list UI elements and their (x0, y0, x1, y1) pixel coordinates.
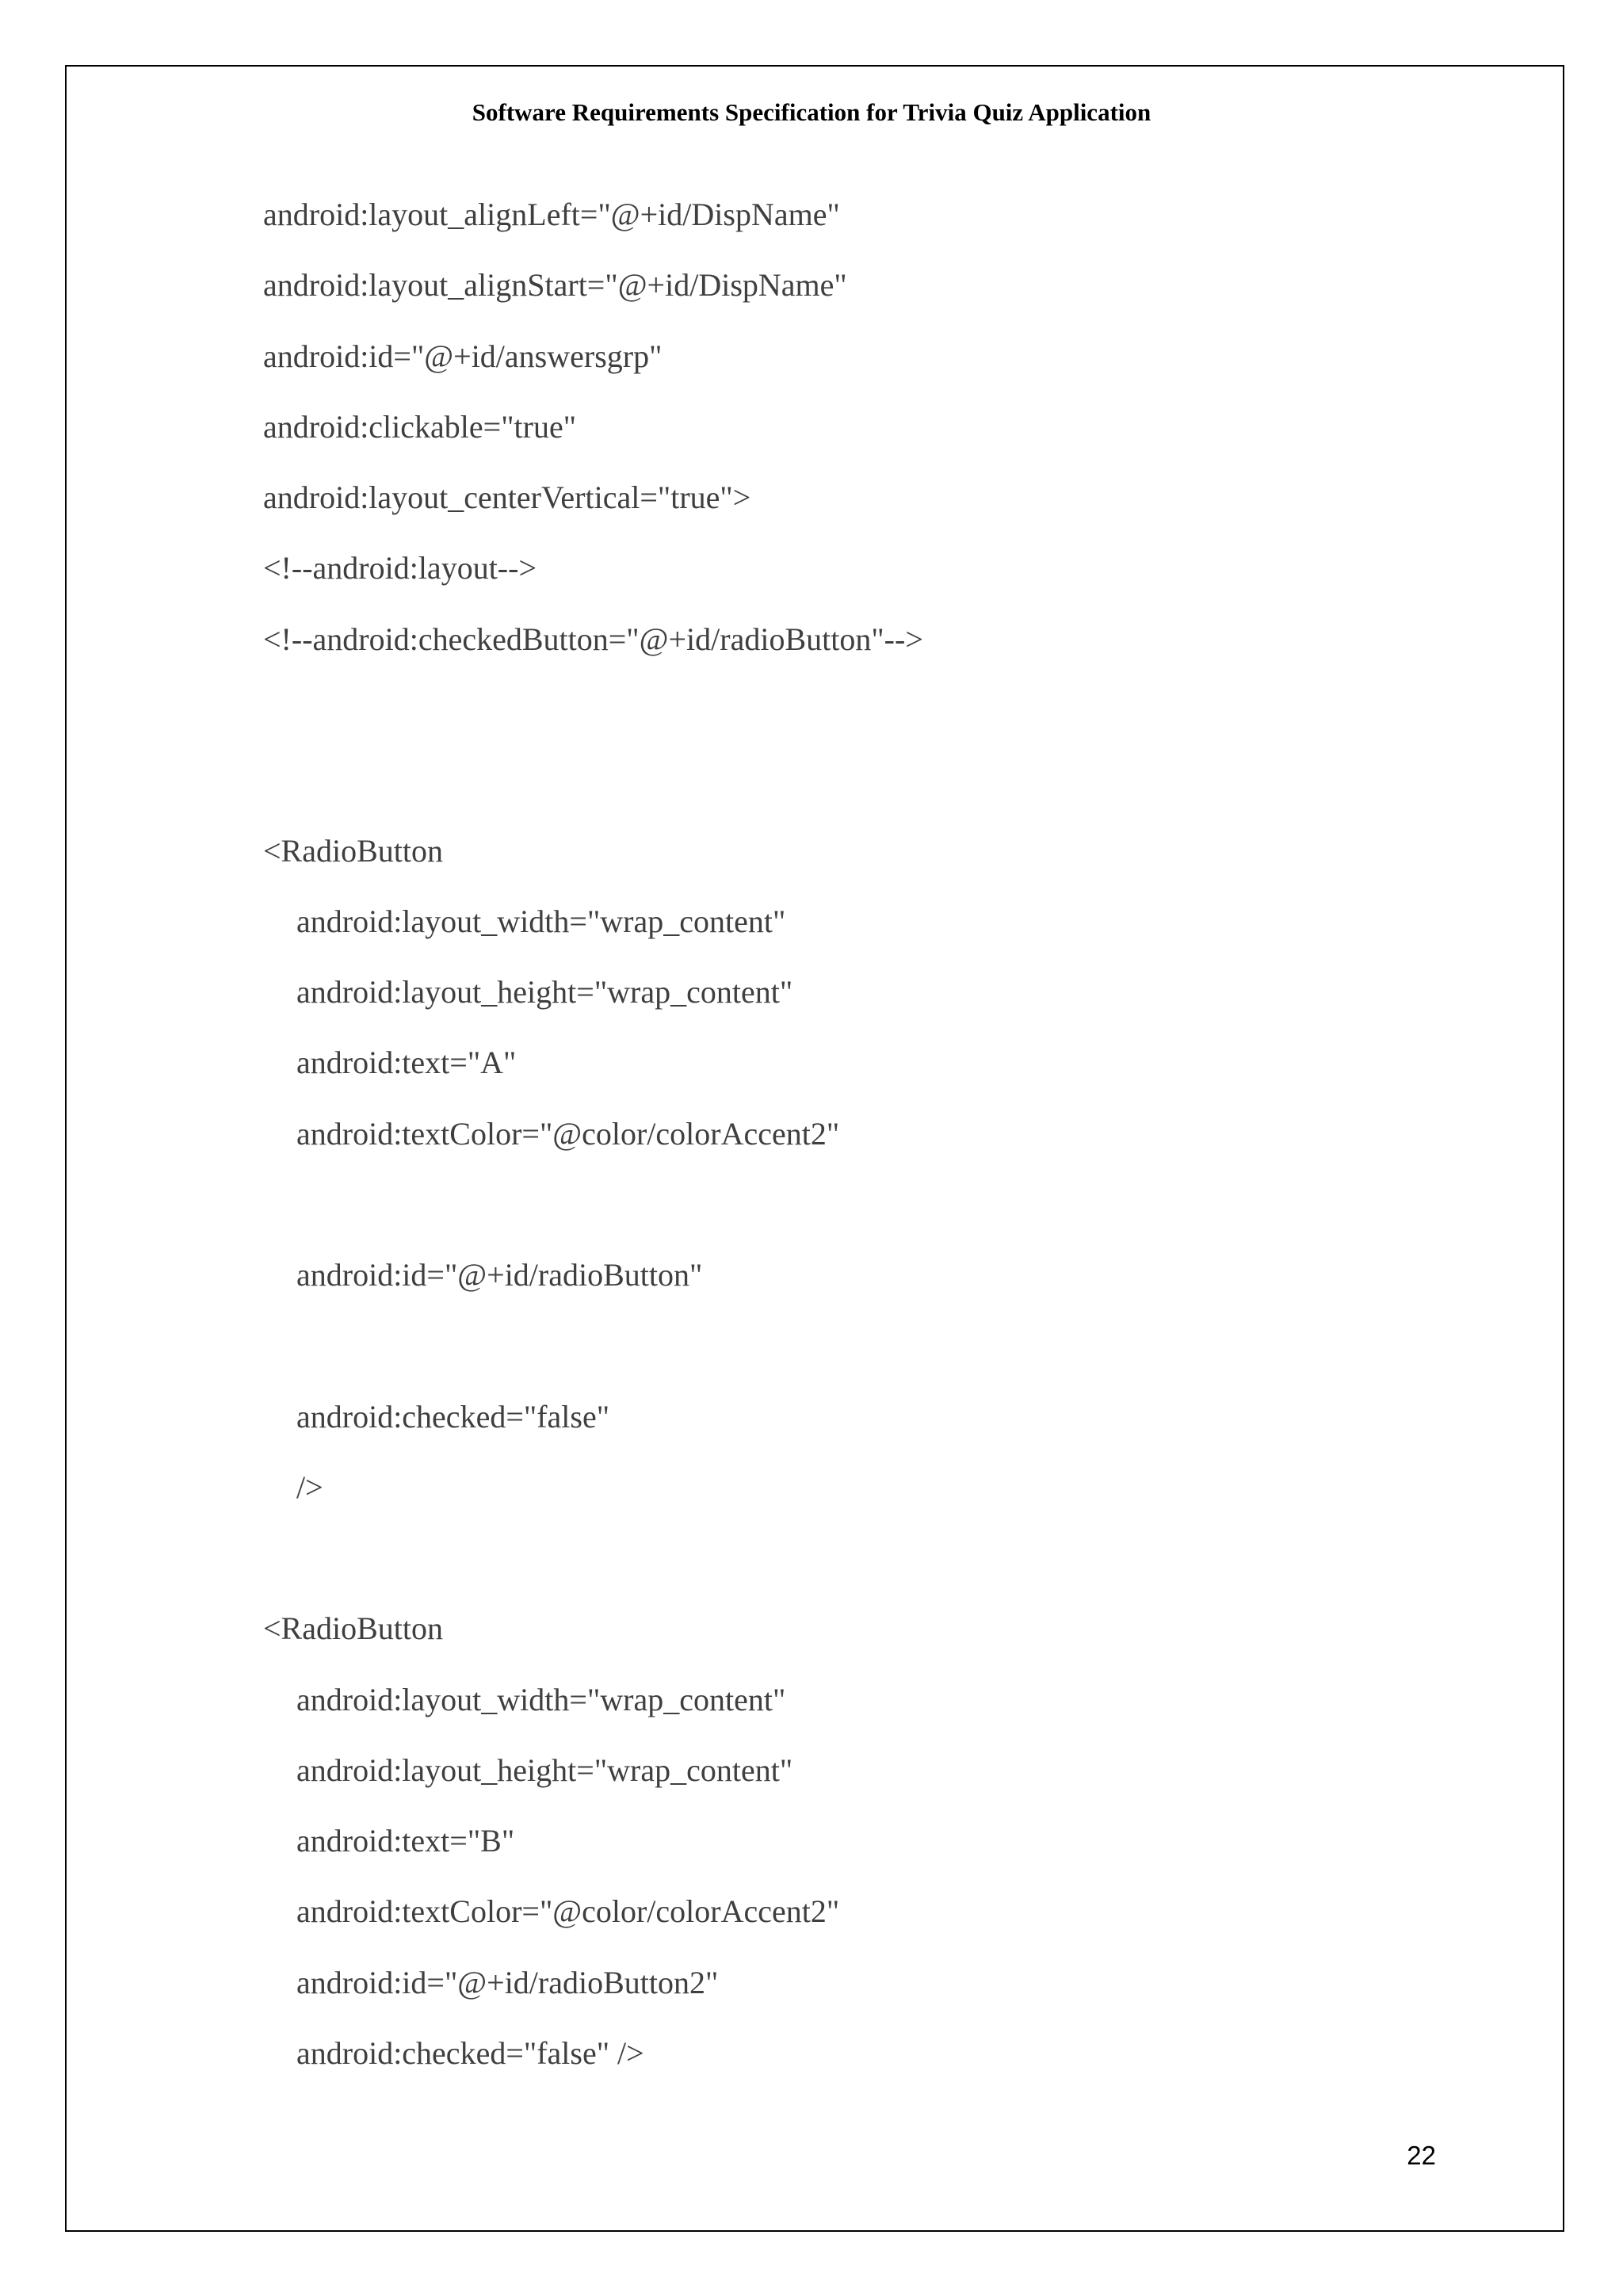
code-line: <!--android:layout--> (263, 550, 537, 586)
code-line: android:layout_alignLeft="@+id/DispName" (263, 197, 840, 232)
code-line: android:checked="false" (296, 1399, 610, 1435)
page-header-title: Software Requirements Specification for Trivia Quiz Application (472, 98, 1151, 126)
code-line: android:textColor="@color/colorAccent2" (296, 1116, 840, 1152)
code-line: android:text="A" (296, 1045, 517, 1080)
code-line: android:layout_alignStart="@+id/DispName" (263, 267, 847, 303)
code-line: android:layout_width="wrap_content" (296, 1682, 786, 1717)
code-line: android:layout_height="wrap_content" (296, 1752, 793, 1788)
code-line: android:clickable="true" (263, 409, 577, 445)
code-line: <!--android:checkedButton="@+id/radioButton"--> (263, 621, 923, 657)
code-line: android:text="B" (296, 1823, 515, 1859)
code-line: <RadioButton (263, 1610, 444, 1646)
code-line: android:id="@+id/radioButton2" (296, 1965, 719, 2000)
code-line: android:id="@+id/answersgrp" (263, 338, 663, 374)
code-line: android:layout_centerVertical="true"> (263, 479, 751, 515)
code-line: android:layout_width="wrap_content" (296, 904, 786, 939)
code-line: android:layout_height="wrap_content" (296, 974, 793, 1010)
code-line: android:textColor="@color/colorAccent2" (296, 1893, 840, 1929)
code-line: <RadioButton (263, 833, 444, 869)
page-number: 22 (1407, 2141, 1436, 2170)
code-line: /> (296, 1469, 323, 1505)
code-line: android:id="@+id/radioButton" (296, 1257, 703, 1293)
code-line: android:checked="false" /> (296, 2035, 644, 2071)
